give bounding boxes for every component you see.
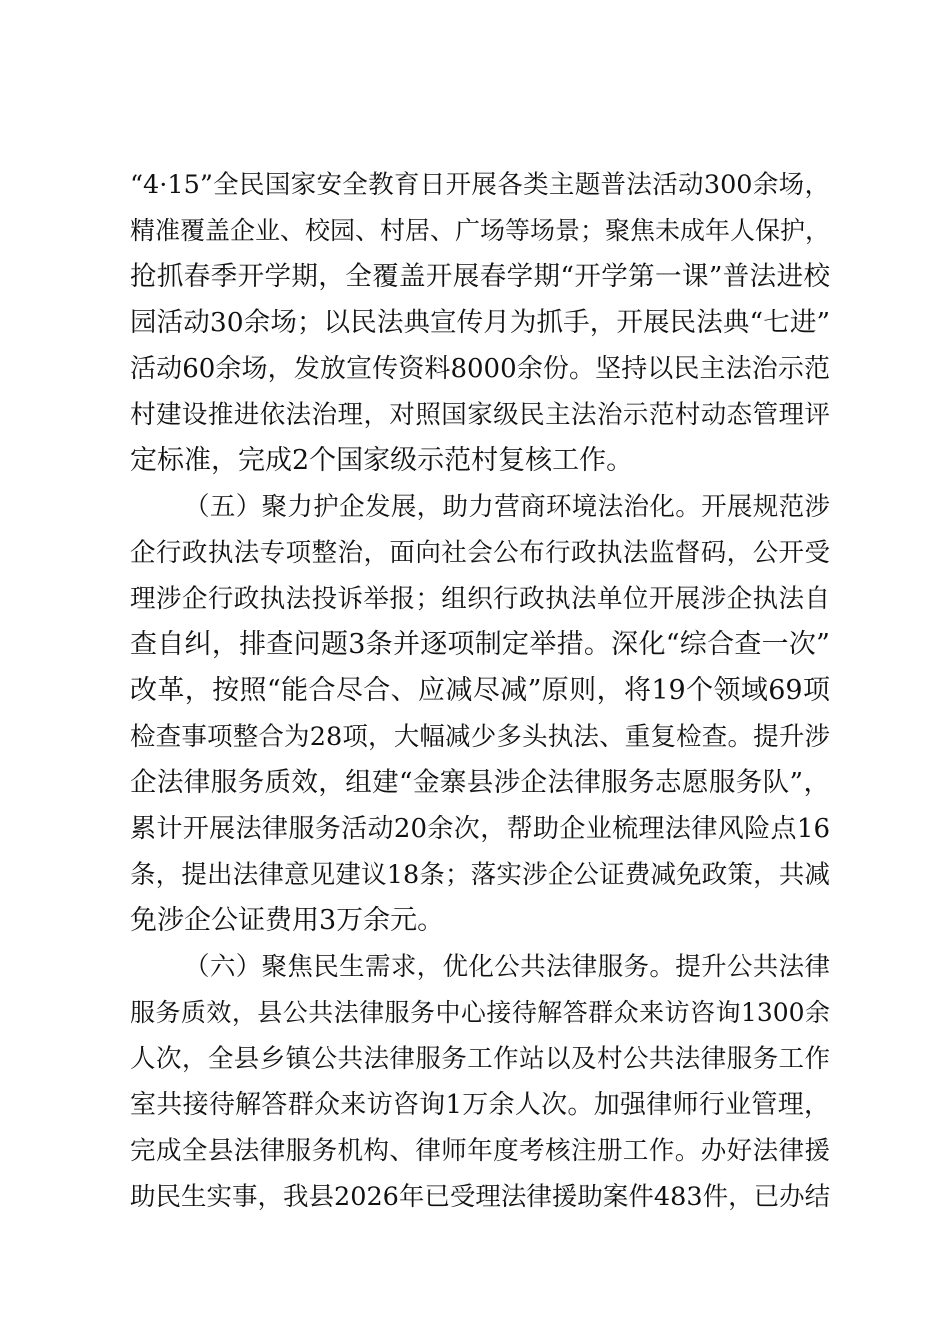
paragraph-line: 累计开展法律服务活动20余次，帮助企业梳理法律风险点16 bbox=[130, 814, 830, 844]
paragraph-line: 定标准，完成2个国家级示范村复核工作。 bbox=[130, 445, 634, 476]
paragraph-line: 抢抓春季开学期，全覆盖开展春学期“开学第一课”普法进校 bbox=[130, 261, 830, 292]
paragraph-line: 企法律服务质效，组建“金寨县涉企法律服务志愿服务队”， bbox=[130, 767, 830, 798]
section-heading-line: （五）聚力护企发展，助力营商环境法治化。开展规范涉 bbox=[184, 492, 830, 522]
paragraph-line: “4·15”全民国家安全教育日开展各类主题普法活动300余场， bbox=[130, 170, 830, 200]
paragraph-line: 室共接待解答群众来访咨询1万余人次。加强律师行业管理， bbox=[130, 1090, 830, 1120]
paragraph-line: 人次，全县乡镇公共法律服务工作站以及村公共法律服务工作 bbox=[130, 1044, 830, 1074]
paragraph-line: 企行政执法专项整治，面向社会公布行政执法监督码，公开受 bbox=[130, 538, 830, 568]
paragraph-line: 完成全县法律服务机构、律师年度考核注册工作。办好法律援 bbox=[130, 1136, 830, 1166]
paragraph-line: 村建设推进依法治理，对照国家级民主法治示范村动态管理评 bbox=[130, 400, 830, 430]
section-heading-line: （六）聚焦民生需求，优化公共法律服务。提升公共法律 bbox=[184, 952, 830, 982]
paragraph-line: 检查事项整合为28项，大幅减少多头执法、重复检查。提升涉 bbox=[130, 722, 830, 752]
paragraph-line: 理涉企行政执法投诉举报；组织行政执法单位开展涉企执法自 bbox=[130, 584, 830, 614]
paragraph-line: 免涉企公证费用3万余元。 bbox=[130, 905, 445, 936]
paragraph-line: 改革，按照“能合尽合、应减尽减”原则，将19个领域69项 bbox=[130, 675, 830, 706]
paragraph-line: 精准覆盖企业、校园、村居、广场等场景；聚焦未成年人保护， bbox=[130, 216, 831, 245]
paragraph-line: 助民生实事，我县2026年已受理法律援助案件483件，已办结 bbox=[130, 1182, 831, 1212]
paragraph-line: 园活动30余场；以民法典宣传月为抓手，开展民法典“七进” bbox=[130, 307, 830, 338]
paragraph-line: 活动60余场，发放宣传资料8000余份。坚持以民主法治示范 bbox=[130, 354, 830, 384]
paragraph-line: 查自纠，排查问题3条并逐项制定举措。深化“综合查一次” bbox=[130, 629, 830, 660]
paragraph-line: 条，提出法律意见建议18条；落实涉企公证费减免政策，共减 bbox=[130, 860, 830, 890]
paragraph-line: 服务质效，县公共法律服务中心接待解答群众来访咨询1300余 bbox=[130, 998, 830, 1027]
